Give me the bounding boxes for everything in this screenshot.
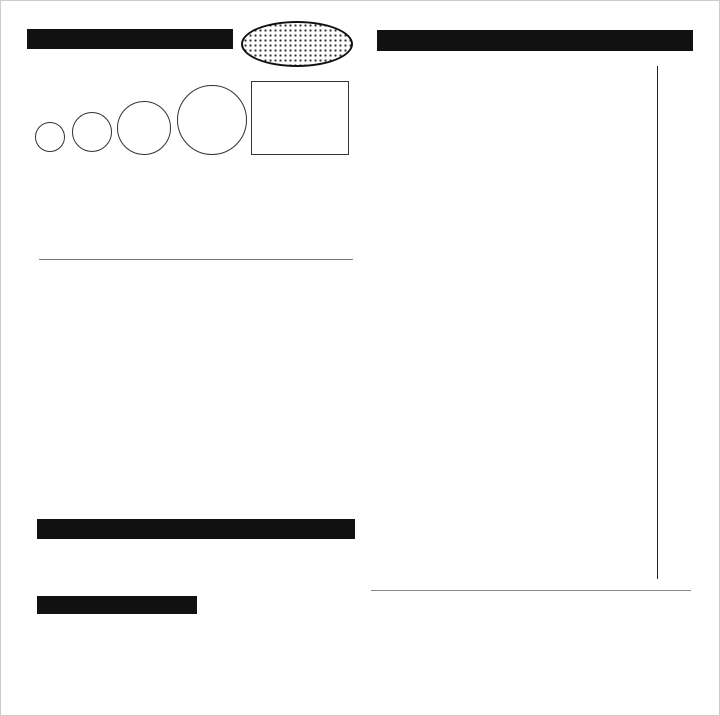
size-kids <box>35 122 65 152</box>
size-small <box>72 112 112 152</box>
extras-rule <box>371 590 691 591</box>
specialty-rule <box>39 259 353 260</box>
price-column-divider <box>657 66 658 579</box>
pizza-illustration <box>241 21 353 67</box>
calzones-header <box>37 519 355 539</box>
desserts-header <box>37 596 197 614</box>
size-family <box>251 81 349 155</box>
size-medium <box>117 101 171 155</box>
hoagies-header <box>377 30 693 51</box>
pizza-header <box>27 29 233 49</box>
size-large <box>177 85 247 155</box>
